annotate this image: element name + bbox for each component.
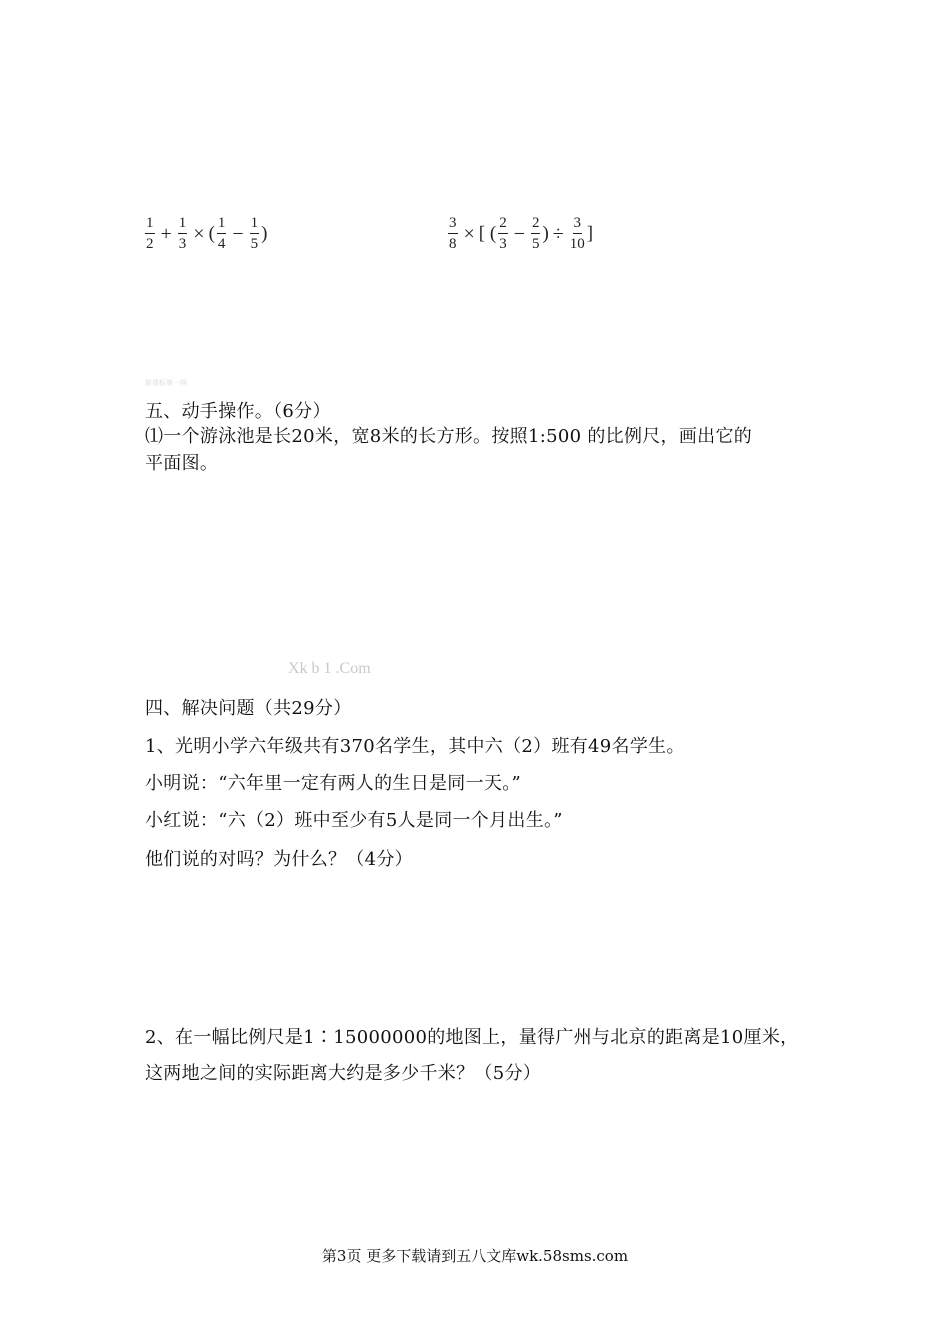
close-paren: ) (542, 223, 549, 244)
page-footer: 第3页 更多下载请到五八文库wk.58sms.com (321, 1247, 629, 1265)
section-4-q2-line2: 这两地之间的实际距离大约是多少千米？（5分） (145, 1063, 542, 1084)
close-bracket: ] (586, 223, 594, 244)
section-4-q1-line3: 小红说：“六（2）班中至少有5人是同一个月出生。” (145, 810, 563, 831)
section-5-q1-line1: ⑴一个游泳池是长20米，宽8米的长方形。按照1:500 的比例尺，画出它的 (145, 426, 753, 447)
small-watermark: 新课标第一网 (145, 379, 187, 387)
section-4-q1-line1: 1、光明小学六年级共有370名学生，其中六（2）班有49名学生。 (145, 736, 685, 757)
operator: × (463, 222, 475, 245)
open-bracket: [ ( (478, 223, 497, 244)
fraction: $\frac{3}{8}$ (449, 215, 457, 252)
fraction: $\frac{2}{3}$ (499, 215, 507, 252)
open-paren: ( (208, 223, 215, 244)
section-4-q1-line2: 小明说：“六年里一定有两人的生日是同一天。” (145, 773, 522, 794)
fraction: $\frac{1}{5}$ (250, 215, 259, 252)
fraction: $\frac{1}{2}$ (146, 215, 154, 252)
fraction: $\frac{2}{5}$ (531, 215, 540, 252)
section-4-q2-line1: 2、在一幅比例尺是1∶15000000的地图上，量得广州与北京的距离是10厘米， (145, 1027, 799, 1048)
close-paren: ) (261, 223, 268, 244)
operator: − (513, 222, 525, 245)
section-5-title: 五、动手操作。（6分） (145, 401, 331, 422)
operator: × (193, 222, 205, 245)
operator: ÷ (552, 222, 564, 245)
fraction: $\frac{1}{3}$ (178, 215, 187, 252)
expression-1 (143, 216, 268, 252)
expression-2 (446, 216, 593, 252)
section-4-title: 四、解决问题（共29分） (145, 698, 352, 719)
section-4-q1-line4: 他们说的对吗？为什么？（4分） (145, 849, 413, 870)
xkb1-watermark: Xk b 1 .Com (288, 660, 371, 677)
operator: + (160, 222, 172, 245)
operator: − (232, 222, 244, 245)
fraction: $\frac{3}{10}$ (569, 215, 585, 252)
fraction: $\frac{1}{4}$ (217, 215, 226, 252)
section-5-q1-line2: 平面图。 (145, 453, 219, 474)
